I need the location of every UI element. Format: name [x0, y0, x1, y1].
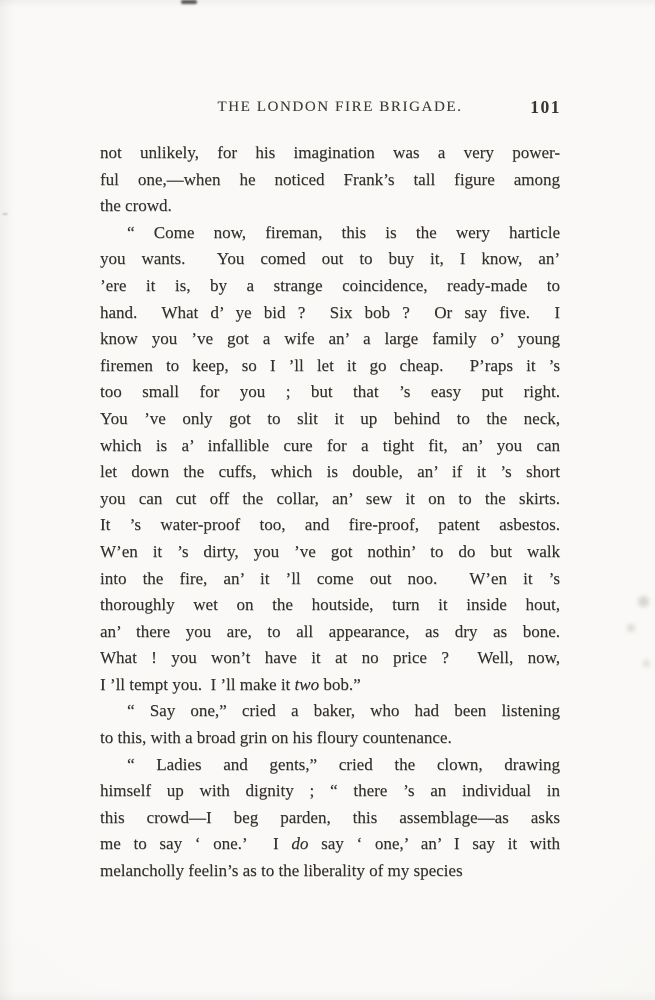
text-line: this crowd—I beg parden, this assemblage—as asks [100, 807, 560, 827]
text-block [100, 140, 560, 885]
text-line: too small for you ; but that ’s easy put right. [100, 382, 560, 402]
text-line: melancholly feelin’s as to the liberality of my species [100, 861, 463, 881]
page-edge-shading-top [0, 0, 655, 8]
text-line: into the fire, an’ it ’ll come out noo. W’en it ’s [100, 568, 560, 588]
page-edge-shading-bottom [0, 990, 655, 1000]
running-header [100, 99, 560, 121]
scan-speck [2, 213, 8, 215]
text-line: What ! you won’t have it at no price ? Well, now, [100, 648, 560, 668]
text-line: “ Ladies and gents,” cried the clown, drawing [127, 754, 560, 774]
text-line: which is a’ infallible cure for a tight fit, an’ you can [100, 435, 560, 455]
text-line: firemen to keep, so I ’ll let it go cheap. P’raps it ’s [100, 355, 560, 375]
text-line: me to say ‘ one.’ I do say ‘ one,’ an’ I say it with [100, 834, 560, 854]
running-header-title: THE LONDON FIRE BRIGADE. [217, 99, 463, 115]
text-line: an’ there you are, to all appearance, as dry as bone. [100, 621, 560, 641]
text-line: W’en it ’s dirty, you ’ve got nothin’ to do but walk [100, 541, 560, 561]
scan-speck [181, 0, 197, 4]
text-line: “ Say one,” cried a baker, who had been listening [127, 701, 560, 721]
text-line: you can cut off the collar, an’ sew it on to the skirts. [100, 488, 560, 508]
text-line: himself up with dignity ; “ there ’s an individual in [100, 781, 560, 801]
text-line: to this, with a broad grin on his floury countenance. [100, 728, 452, 748]
text-line: let down the cuffs, which is double, an’ if it ’s short [100, 462, 560, 482]
text-line: you wants. You comed out to buy it, I know, an’ [100, 249, 560, 269]
text-line: “ Come now, fireman, this is the wery harticle [127, 222, 560, 242]
text-line: not unlikely, for his imagination was a very power- [100, 143, 560, 162]
scan-speck [643, 660, 650, 667]
text-line: thoroughly wet on the houtside, turn it inside hout, [100, 595, 560, 615]
text-line: ful one,—when he noticed Frank’s tall figure among [100, 169, 560, 189]
text-line: It ’s water-proof too, and fire-proof, patent asbestos. [100, 515, 560, 535]
text-line: hand. What d’ ye bid ? Six bob ? Or say five. I [100, 302, 560, 322]
scan-speck [627, 624, 635, 632]
page-number: 101 [530, 97, 561, 117]
text-line: the crowd. [100, 196, 172, 216]
text-line: I ’ll tempt you. I ’ll make it two bob.” [100, 674, 361, 694]
text-line: ’ere it is, by a strange coincidence, ready-made to [100, 275, 560, 295]
text-line: know you ’ve got a wife an’ a large family o’ young [100, 329, 560, 349]
page-edge-shading-left [0, 0, 14, 1000]
scan-speck [638, 596, 649, 607]
text-line: You ’ve only got to slit it up behind to the neck, [100, 408, 560, 428]
